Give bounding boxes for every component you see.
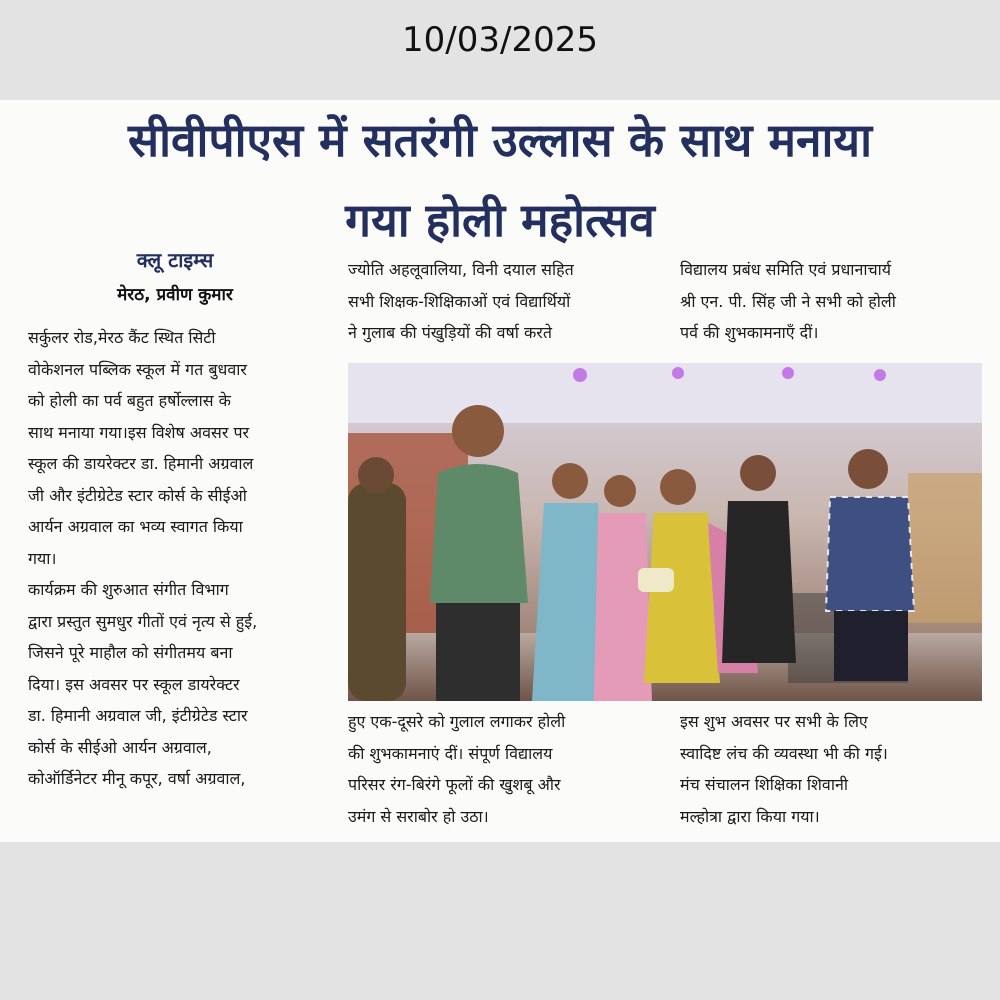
text-line: श्री एन. पी. सिंह जी ने सभी को होली xyxy=(680,291,896,311)
text-line: कोर्स के सीईओ आर्यन अग्रवाल, xyxy=(28,737,212,757)
text-line: जिसने पूरे माहौल को संगीतमय बना xyxy=(28,643,233,662)
article-column-3-top xyxy=(680,254,985,349)
text-line: परिसर रंग-बिरंगे फूलों की खुशबू और xyxy=(348,775,561,794)
text-line: ने गुलाब की पंखुड़ियों की वर्षा करते xyxy=(348,323,552,342)
clipping-date: 10/03/2025 xyxy=(402,20,598,60)
text-line: सभी शिक्षक-शिक्षिकाओं एवं विद्यार्थियों xyxy=(348,291,571,311)
text-line: ज्योति अहलूवालिया, विनी दयाल सहित xyxy=(348,260,574,279)
event-photo xyxy=(348,363,982,701)
article-column-3-bottom xyxy=(680,706,985,832)
article-column-2-bottom xyxy=(348,706,650,832)
headline-line-1: सीवीपीएस में सतरंगी उल्लास के साथ मनाया xyxy=(127,113,873,167)
text-line: स्कूल की डायरेक्टर डा. हिमानी अग्रवाल xyxy=(28,454,254,473)
text-line: जी और इंटीग्रेटेड स्टार कोर्स के सीईओ xyxy=(28,485,247,505)
text-line: द्वारा प्रस्तुत सुमधुर गीतों एवं नृत्य से हुई, xyxy=(28,611,258,631)
text-line: सर्कुलर रोड,मेरठ कैंट स्थित सिटी xyxy=(28,328,216,347)
text-line: हुए एक-दूसरे को गुलाल लगाकर होली xyxy=(348,712,566,731)
text-line: कोऑर्डिनेटर मीनू कपूर, वर्षा अग्रवाल, xyxy=(28,769,246,788)
text-line: आर्यन अग्रवाल का भव्य स्वागत किया xyxy=(28,517,243,536)
text-line: गया। xyxy=(28,548,57,568)
article-column-1 xyxy=(28,322,320,795)
text-line: इस शुभ अवसर पर सभी के लिए xyxy=(680,712,868,731)
text-line: की शुभकामनाएं दीं। संपूर्ण विद्यालय xyxy=(348,743,553,763)
newspaper-clipping xyxy=(0,100,1000,842)
headline-line-2: गया होली महोत्सव xyxy=(345,193,655,247)
text-line: मल्होत्रा द्वारा किया गया। xyxy=(680,806,820,826)
text-line: कार्यक्रम की शुरुआत संगीत विभाग xyxy=(28,580,229,599)
byline: मेरठ, प्रवीण कुमार xyxy=(117,285,233,305)
text-line: वोकेशनल पब्लिक स्कूल में गत बुधवार xyxy=(28,359,247,379)
text-line: स्वादिष्ट लंच की व्यवस्था भी की गई। xyxy=(680,743,888,763)
text-line: विद्यालय प्रबंध समिति एवं प्रधानाचार्य xyxy=(680,260,892,279)
text-line: डा. हिमानी अग्रवाल जी, इंटीग्रेटेड स्टार xyxy=(28,706,248,725)
newspaper-source: क्लू टाइम्स xyxy=(136,248,214,272)
text-line: को होली का पर्व बहुत हर्षोल्लास के xyxy=(28,391,231,410)
text-line: दिया। इस अवसर पर स्कूल डायरेक्टर xyxy=(28,674,240,694)
text-line: साथ मनाया गया।इस विशेष अवसर पर xyxy=(28,422,250,442)
text-line: उमंग से सराबोर हो उठा। xyxy=(348,806,489,826)
text-line: पर्व की शुभकामनाएँ दीं। xyxy=(680,323,819,342)
text-line: मंच संचालन शिक्षिका शिवानी xyxy=(680,775,848,794)
article-column-2-top xyxy=(348,254,650,349)
